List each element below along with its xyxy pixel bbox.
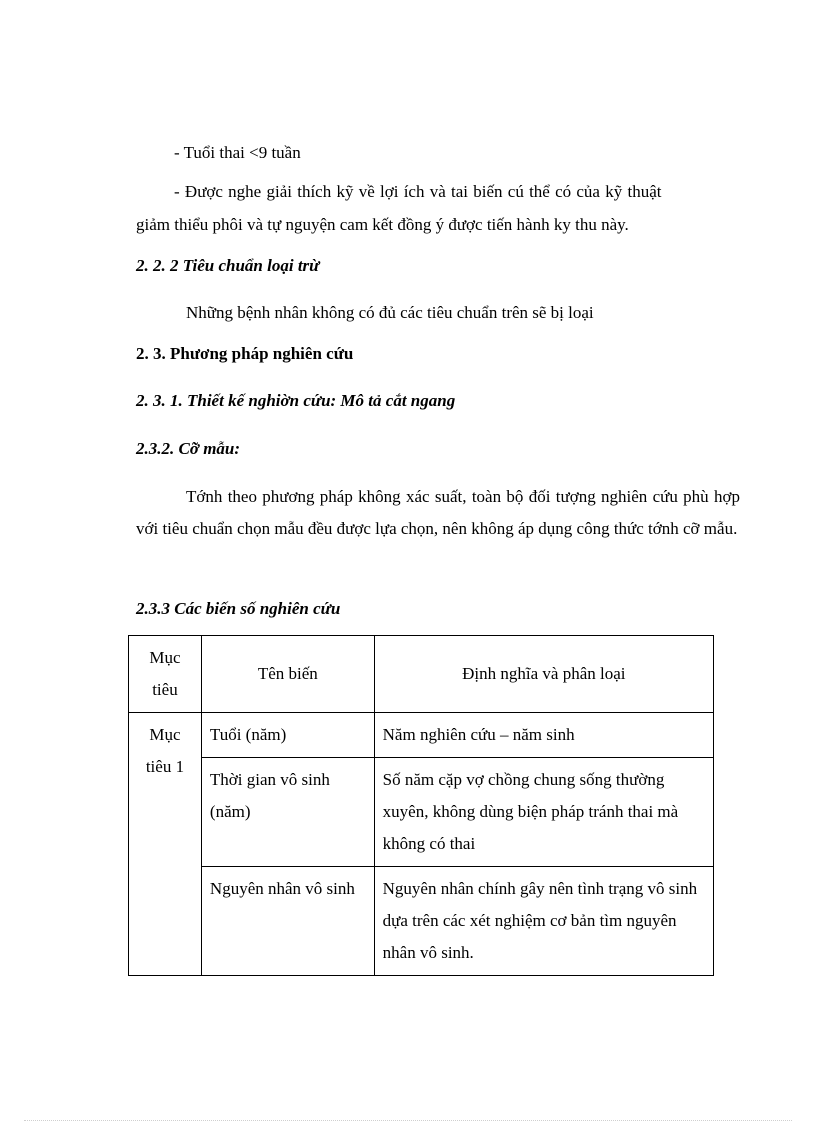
- section-title-study-design: 2. 3. 1. Thiết kế nghiờn cứu: Mô tả cắt ngang: [136, 391, 456, 410]
- table-row: [129, 758, 714, 867]
- page-bottom-rule: [24, 1120, 792, 1121]
- variable-name-cell: Tuổi (năm): [201, 713, 374, 758]
- section-title-exclusion-criteria: 2. 2. 2 Tiêu chuẩn loại trừ: [136, 256, 320, 275]
- sample-size-paragraph: Tớnh theo phương pháp không xác suất, toàn bộ đối tượng nghiên cứu phù hợp với tiêu chuẩn chọn mẫu đều được lựa chọn, nên không áp dụng công thức tớnh cỡ mẫu.: [136, 487, 740, 538]
- criteria-item-gestational-age: - Tuổi thai <9 tuần: [174, 143, 301, 162]
- section-title-sample-size: 2.3.2. Cỡ mẫu:: [136, 439, 241, 458]
- variables-table: [128, 635, 714, 976]
- table-header-row: [129, 636, 714, 713]
- criteria-item-counseling-cont: giảm thiểu phôi và tự nguyện cam kết đồng ý được tiến hành ky thu này.: [136, 215, 629, 234]
- variable-definition-cell: Năm nghiên cứu – năm sinh: [374, 713, 713, 758]
- section-title-methods: 2. 3. Phương pháp nghiên cứu: [136, 344, 354, 363]
- variable-name-cell: Nguyên nhân vô sinh: [201, 867, 374, 976]
- exclusion-criteria-text: Những bệnh nhân không có đủ các tiêu chuẩn trên sẽ bị loại: [186, 303, 594, 322]
- section-title-variables: 2.3.3 Các biến số nghiên cứu: [136, 599, 341, 618]
- table-row: [129, 713, 714, 758]
- criteria-item-counseling: - Được nghe giải thích kỹ về lợi ích và tai biến cú thể có của kỹ thuật: [174, 182, 662, 201]
- objective-1-cell: Mục tiêu 1: [129, 713, 202, 976]
- table-row: [129, 867, 714, 976]
- header-variable-name: Tên biến: [201, 636, 374, 713]
- header-objective: Mục tiêu: [129, 636, 202, 713]
- variable-definition-cell: Nguyên nhân chính gây nên tình trạng vô sinh dựa trên các xét nghiệm cơ bản tìm nguyên nhân vô sinh.: [374, 867, 713, 976]
- header-definition: Định nghĩa và phân loại: [374, 636, 713, 713]
- variable-name-cell: Thời gian vô sinh (năm): [201, 758, 374, 867]
- variable-definition-cell: Số năm cặp vợ chồng chung sống thường xuyên, không dùng biện pháp tránh thai mà không có thai: [374, 758, 713, 867]
